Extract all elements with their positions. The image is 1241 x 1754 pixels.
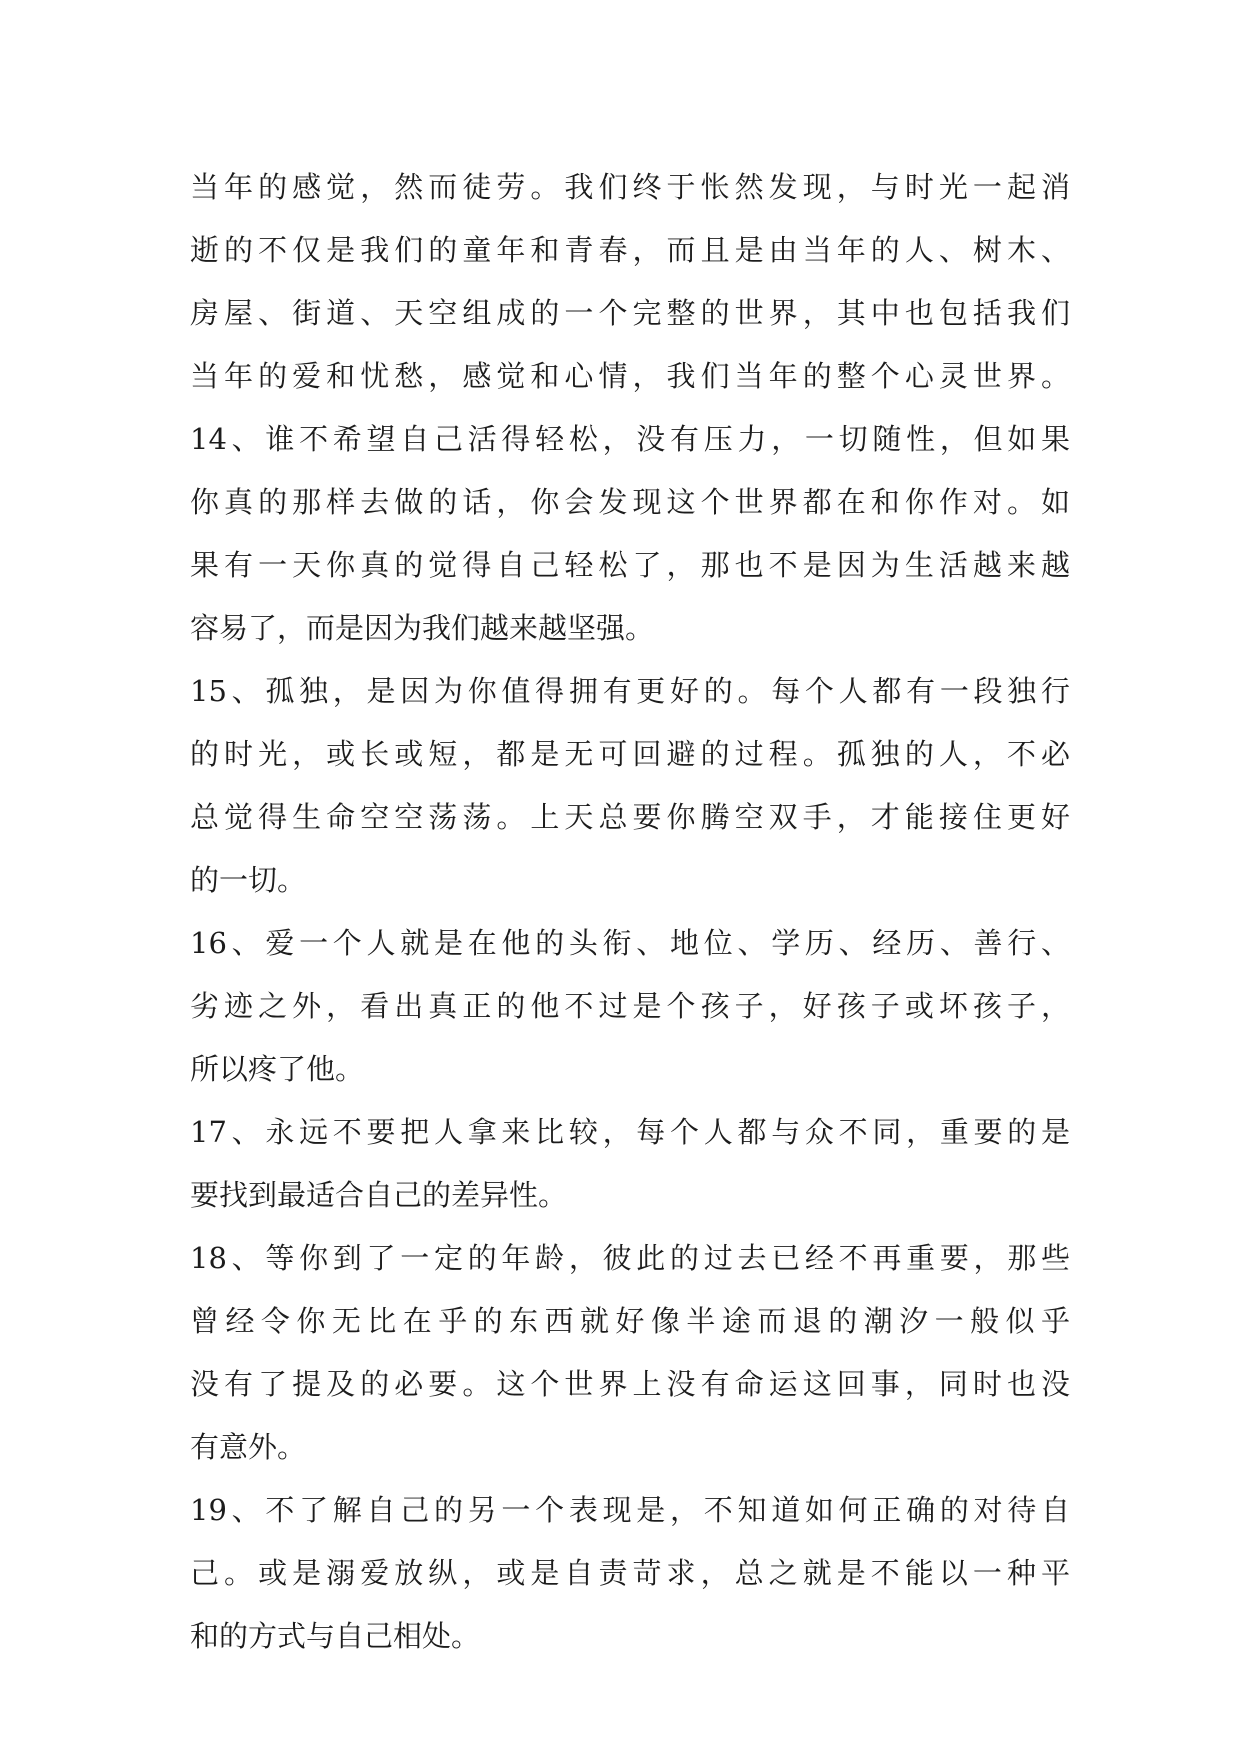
text-line: 果有一天你真的觉得自己轻松了，那也不是因为生活越来越 [190,548,1070,582]
text-line: 容易了，而是因为我们越来越坚强。 [190,611,655,645]
text-line: 曾经令你无比在乎的东西就好像半途而退的潮汐一般似乎 [190,1304,1070,1338]
text-line: 己。或是溺爱放纵，或是自责苛求，总之就是不能以一种平 [190,1556,1070,1590]
text-line: 当年的感觉，然而徒劳。我们终于怅然发现，与时光一起消 [190,170,1070,204]
text-line: 的一切。 [190,863,307,897]
text-line: 当年的爱和忧愁，感觉和心情，我们当年的整个心灵世界。 [190,359,1070,393]
text-line: 15、孤独，是因为你值得拥有更好的。每个人都有一段独行 [190,674,1070,708]
text-line: 有意外。 [190,1430,307,1464]
text-line: 总觉得生命空空荡荡。上天总要你腾空双手，才能接住更好 [190,800,1070,834]
document-body [190,156,1070,1668]
text-line: 和的方式与自己相处。 [190,1619,481,1653]
text-line: 18、等你到了一定的年龄，彼此的过去已经不再重要，那些 [190,1241,1070,1275]
text-line: 14、谁不希望自己活得轻松，没有压力，一切随性，但如果 [190,422,1070,456]
text-line: 所以疼了他。 [190,1052,365,1086]
text-line: 你真的那样去做的话，你会发现这个世界都在和你作对。如 [190,485,1070,519]
text-line: 劣迹之外，看出真正的他不过是个孩子，好孩子或坏孩子， [190,989,1070,1023]
text-line: 19、不了解自己的另一个表现是，不知道如何正确的对待自 [190,1493,1070,1527]
text-line: 没有了提及的必要。这个世界上没有命运这回事，同时也没 [190,1367,1070,1401]
text-line: 17、永远不要把人拿来比较，每个人都与众不同，重要的是 [190,1115,1070,1149]
text-line: 16、爱一个人就是在他的头衔、地位、学历、经历、善行、 [190,926,1070,960]
text-line: 要找到最适合自己的差异性。 [190,1178,568,1212]
text-line: 房屋、街道、天空组成的一个完整的世界，其中也包括我们 [190,296,1070,330]
text-line: 的时光，或长或短，都是无可回避的过程。孤独的人，不必 [190,737,1070,771]
text-line: 逝的不仅是我们的童年和青春，而且是由当年的人、树木、 [190,233,1070,267]
